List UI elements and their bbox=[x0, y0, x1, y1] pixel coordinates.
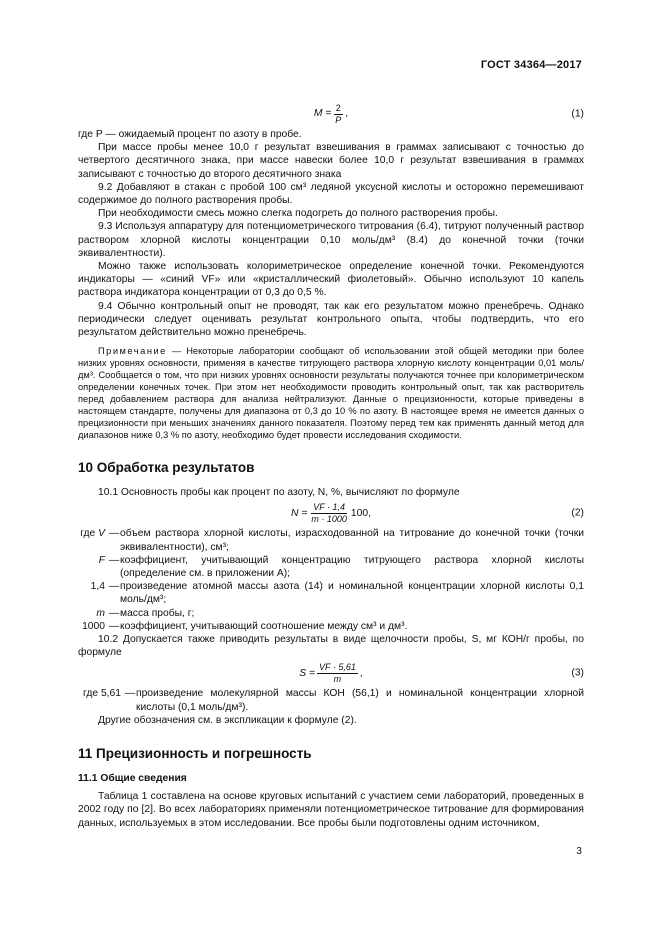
page-number: 3 bbox=[576, 846, 582, 857]
paragraph-9-2: 9.2 Добавляют в стакан с пробой 100 см³ ледяной уксусной кислоты и осторожно перемешивают содержимое до полного растворения пробы. bbox=[78, 181, 584, 207]
formula-number: (1) bbox=[571, 108, 584, 120]
paragraph-heat: При необходимости смесь можно слегка подогреть до полного растворения пробы. bbox=[98, 208, 498, 220]
formula-1: M = $\frac{2}{P}$ , (1) bbox=[313, 102, 584, 125]
formula-fraction: $\frac{VF \cdot 5,61}{m}$ bbox=[319, 661, 356, 684]
formula-fraction: $\frac{2}{P}$ bbox=[335, 102, 342, 125]
formula-lhs: N = bbox=[291, 507, 308, 519]
paragraph-colorimetric: Можно также использовать колориметрическое определение конечной точки. Рекомендуются индикаторы — «синий VF» или «кристаллический фиолетовый». Обычно используют 10 капель раствора индикатора концентрации от 0,3 до 0,5 %. bbox=[78, 261, 584, 299]
paragraph-10-1: 10.1 Основность пробы как процент по азоту, N, %, вычисляют по формуле bbox=[98, 487, 460, 499]
formula-number: (3) bbox=[571, 667, 584, 679]
paragraph-mass: При массе пробы менее 10,0 г результат взвешивания в граммах записывают с точностью до четвертого десятичного знака, при массе навески более 10,0 г результат взвешивания в граммах записывают с точностью до второго десятичного знака bbox=[78, 142, 584, 180]
section-10-title: 10 Обработка результатов bbox=[78, 460, 255, 476]
paragraph-10-2: 10.2 Допускается также приводить результаты в виде щелочности пробы, S, мг КОН/г пробы, по формуле bbox=[78, 634, 584, 659]
formula-lhs: S = bbox=[299, 667, 315, 679]
section-11-title: 11 Прецизионность и погрешность bbox=[78, 746, 312, 762]
formula-lhs: M = bbox=[313, 108, 332, 120]
paragraph-11-1: Таблица 1 составлена на основе круговых испытаний с участием семи лабораторий, проведенных в 2002 году по [2]. Во всех лабораториях применяли потенциометрическое титрование для формирования данных, используемых в этом исследовании. Все пробы были подготовлены одним источником, bbox=[78, 791, 584, 829]
formula-3: S = $\frac{VF \cdot 5,61}{m}$ , (3) bbox=[299, 661, 584, 684]
note-text: — Некоторые лаборатории сообщают об использовании этой общей методики при более низких уровнях основности, применяя в качестве титрующего раствора хлорную кислоту концентрации 0,01 моль/дм³. Сообщается о том, что при низких уровнях основности результаты получаются точнее при колориметрическом определении конечных точек. При этом нет необходимости проводить контрольный опыт, так как растворитель перед добавлением раствора для анализа нейтрализуют. Данные о прецизионности, которые приведены в настоящем стандарте, получены для диапазона от 0,3 до 10 % по азоту. В настоящее время не имеется данных о прецизионности при меньших значениях данного показателя. Поэтому перед тем как применять данный метод для диапазонов ниже 0,3 % по азоту, необходимо будет провести исследования сходимости. bbox=[78, 346, 584, 441]
formula-fraction: $\frac{VF \cdot 1,4}{m \cdot 1000}$ bbox=[311, 501, 347, 524]
where-list-3: где 5,61 — произведение молекулярной массы КОН (56,1) и номинальной концентрации хлорной кислоты (0,1 моль/дм³). bbox=[83, 688, 584, 713]
note bbox=[78, 345, 584, 441]
formula-2: N = $\frac{VF \cdot 1,4}{m \cdot 1000}$ 100, (2) bbox=[291, 501, 584, 524]
note-label: Примечание bbox=[98, 346, 167, 357]
page-content bbox=[78, 100, 584, 830]
paragraph-other-notations: Другие обозначения см. в экспликации к формуле (2). bbox=[98, 714, 357, 726]
paragraph-9-4: 9.4 Обычно контрольный опыт не проводят, так как его результатом можно пренебречь. Однако периодически следует оценивать результат контрольного опыта, чтобы подтвердить, что его результатом действительно можно пренебречь. bbox=[78, 300, 584, 339]
doc-header: ГОСТ 34364—2017 bbox=[480, 59, 582, 71]
paragraph-9-3: 9.3 Используя аппаратуру для потенциометрического титрования (6.4), титруют полученный раствор раствором хлорной кислоты концентрации 0,10 моль/дм³ (8.4) до конечной точки (точки эквивалентности). bbox=[78, 221, 584, 259]
where-p: где P — ожидаемый процент по азоту в пробе. bbox=[78, 129, 302, 140]
formula-number: (2) bbox=[571, 507, 584, 519]
subsection-11-1-title: 11.1 Общие сведения bbox=[78, 773, 187, 785]
where-list-2: где V — объем раствора хлорной кислоты, израсходованной на титрование до конечной точки (точки эквивалентности), см³; F — коэффициент, учитывающий концентрацию титрующего раствора хлорной кислоты (определение см. в приложении А); 1,4 — произведение атомной массы азота (14) и номинальной концентрации хлорной кислоты 0,1 моль/дм³; m — масса пробы, г; 1000 — коэффициент, учитывающий соотношение между см³ и дм³. bbox=[80, 528, 584, 632]
